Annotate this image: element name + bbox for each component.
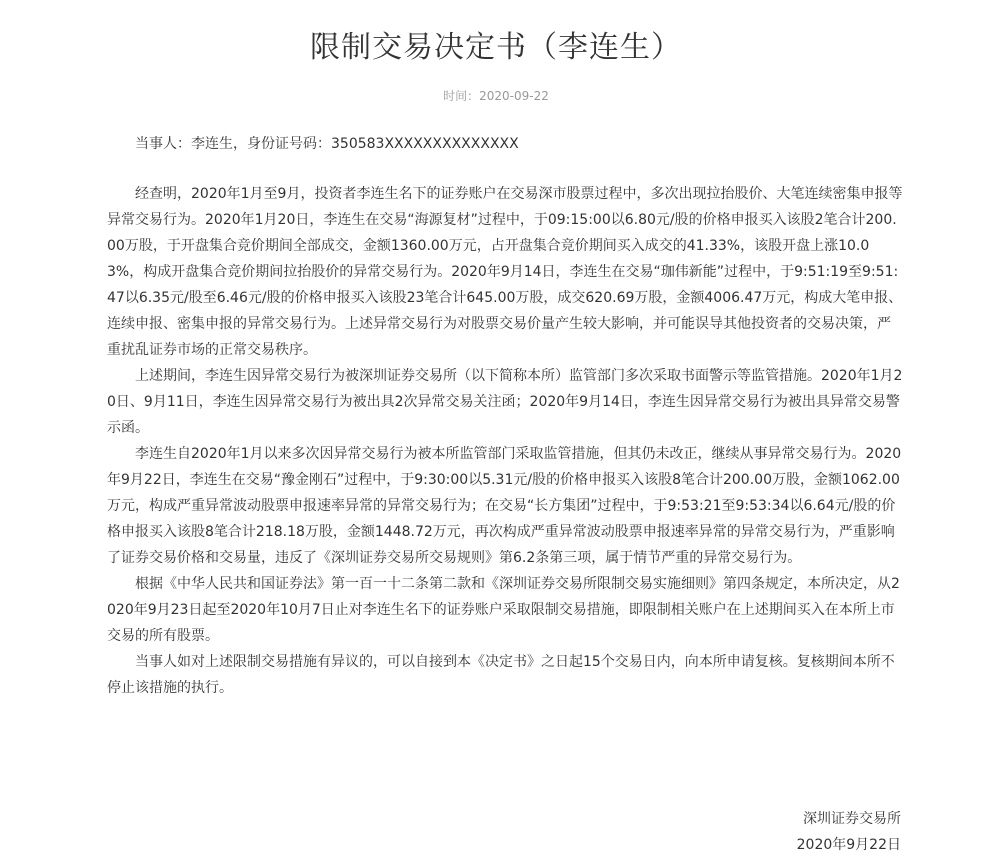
party-info: 当事人：李连生，身份证号码：350583XXXXXXXXXXXXXX [135, 136, 519, 152]
issuer-name: 深圳证券交易所 [803, 811, 901, 827]
paragraph-decision: 根据《中华人民共和国证券法》第一百一十二条第二款和《深圳证券交易所限制交易实施细则》第四条规定，本所决定，从2020年9月23日起至2020年10月7日止对李连生名下的证券账户采取限制交易措施，即限制相关账户在上述期间买入在本所上市交易的所有股票。 [107, 576, 900, 644]
paragraph-prior-measures: 上述期间，李连生因异常交易行为被深圳证券交易所（以下简称本所）监管部门多次采取书面警示等监管措施。2020年1月20日、9月11日，李连生因异常交易行为被出具2次异常交易关注函；2020年9月14日，李连生因异常交易行为被出具异常交易警示函。 [107, 368, 903, 436]
paragraph-findings: 经查明，2020年1月至9月，投资者李连生名下的证券账户在交易深市股票过程中，多次出现拉抬股价、大笔连续密集申报等异常交易行为。2020年1月20日，李连生在交易“海源复材”过程中，于09:15:00以6.80元/股的价格申报买入该股2笔合计200.00万股，于开盘集合竞价期间全部成交，金额1360.00万元，占开盘集合竞价期间买入成交的41.33%，该股开盘上涨10.03%，构成开盘集合竞价期间拉抬股价的异常交易行为。2020年9月14日，李连生在交易“珈伟新能”过程中，于9:51:19至9:51:47以6.35元/股至6.46元/股的价格申报买入该股23笔合计645.00万股，成交620.69万股，金额4006.47万元，构成大笔申报、连续申报、密集申报的异常交易行为。上述异常交易行为对股票交易价量产生较大影响，并可能误导其他投资者的交易决策，严重扰乱证券市场的正常交易秩序。 [107, 186, 903, 358]
publish-time: 时间：2020-09-22 [443, 89, 549, 103]
page-title: 限制交易决定书（李连生） [310, 30, 682, 65]
document-body [107, 131, 903, 701]
issue-date: 2020年9月22日 [796, 837, 901, 853]
paragraph-review-rights: 当事人如对上述限制交易措施有异议的，可以自接到本《决定书》之日起15个交易日内，向本所申请复核。复核期间本所不停止该措施的执行。 [107, 654, 895, 696]
signature-block [797, 806, 901, 858]
paragraph-continued-violation: 李连生自2020年1月以来多次因异常交易行为被本所监管部门采取监管措施，但其仍未改正，继续从事异常交易行为。2020年9月22日，李连生在交易“豫金刚石”过程中，于9:30:00以5.31元/股的价格申报买入该股8笔合计200.00万股，金额1062.00万元，构成严重异常波动股票申报速率异常的异常交易行为；在交易“长方集团”过程中，于9:53:21至9:53:34以6.64元/股的价格申报买入该股8笔合计218.18万股，金额1448.72万元，再次构成严重异常波动股票申报速率异常的异常交易行为，严重影响了证券交易价格和交易量，违反了《深圳证券交易所交易规则》第6.2条第三项，属于情节严重的异常交易行为。 [107, 446, 902, 566]
